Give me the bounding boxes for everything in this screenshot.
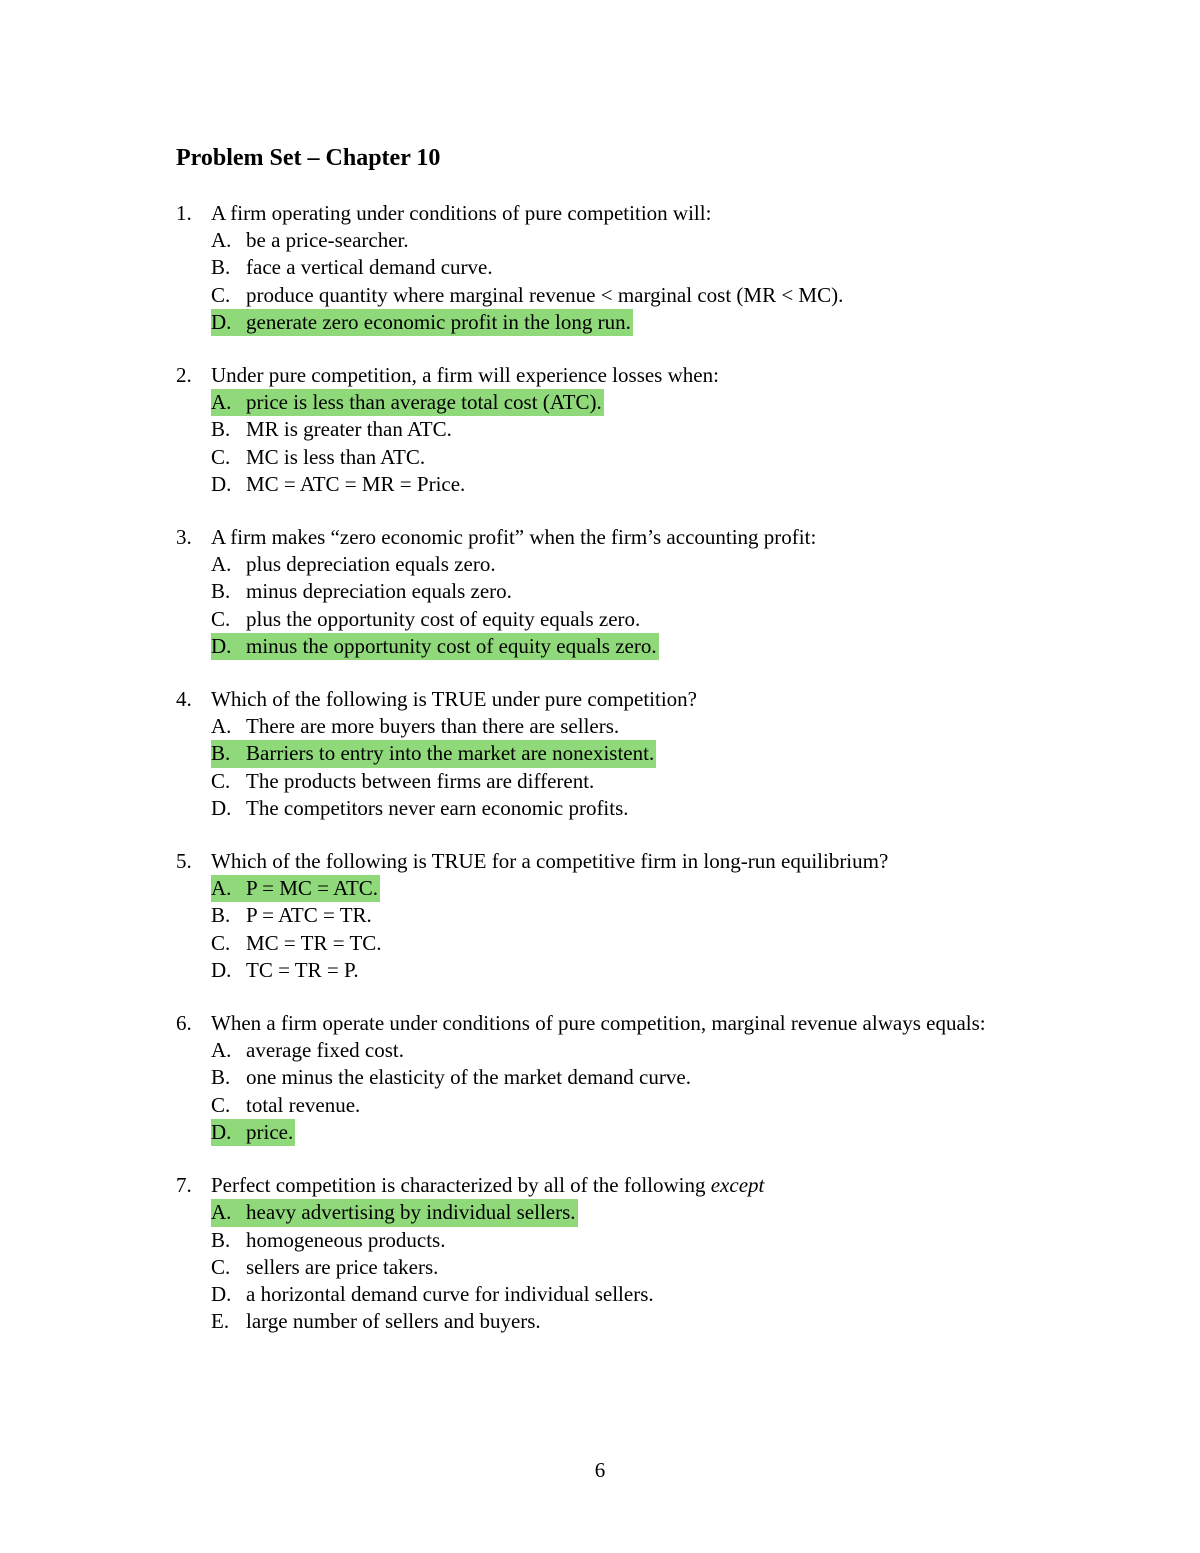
option-text: heavy advertising by individual sellers. — [246, 1200, 576, 1225]
question-text — [211, 362, 1036, 389]
question-list — [176, 200, 1036, 1361]
option-letter: D. — [211, 1281, 232, 1306]
option-text: minus depreciation equals zero. — [246, 579, 512, 604]
option-letter: D. — [211, 795, 232, 820]
page-title: Problem Set – Chapter 10 — [176, 145, 441, 171]
option-body — [211, 930, 384, 957]
option-body — [211, 902, 374, 929]
answer-options — [176, 551, 1036, 660]
option-letter: D. — [211, 309, 232, 334]
question-prompt: Which of the following is TRUE for a competitive firm in long-run equilibrium? — [211, 849, 889, 874]
question-prompt: Under pure competition, a firm will experience losses when: — [211, 363, 719, 388]
option-letter: E. — [211, 1309, 230, 1334]
option-text: large number of sellers and buyers. — [246, 1309, 541, 1334]
option-body — [211, 444, 427, 471]
answer-options — [176, 713, 1036, 822]
option-body — [211, 1254, 440, 1281]
option-text: MC = ATC = MR = Price. — [246, 471, 466, 496]
option-body — [211, 416, 454, 443]
highlighted-answer-option — [211, 633, 1036, 660]
option-body — [211, 1119, 295, 1146]
option-body — [211, 957, 361, 984]
highlighted-answer-option — [211, 740, 1036, 767]
option-body — [211, 740, 656, 767]
question-prompt: A firm makes “zero economic profit” when the firm’s accounting profit: — [211, 525, 817, 550]
question-prompt: Which of the following is TRUE under pure competition? — [211, 687, 698, 712]
answer-option — [211, 254, 1036, 281]
option-letter: B. — [211, 417, 231, 442]
option-letter: C. — [211, 1254, 231, 1279]
option-body — [211, 309, 633, 336]
option-text: P = ATC = TR. — [246, 903, 372, 928]
option-letter: A. — [211, 390, 232, 415]
question-text — [211, 686, 1036, 713]
answer-options — [176, 875, 1036, 984]
option-text: one minus the elasticity of the market demand curve. — [246, 1065, 691, 1090]
answer-option — [211, 713, 1036, 740]
question-2 — [176, 362, 1036, 498]
option-text: sellers are price takers. — [246, 1254, 439, 1279]
question-number: 7. — [176, 1173, 192, 1198]
answer-option — [211, 471, 1036, 498]
option-text: The competitors never earn economic profits. — [246, 795, 629, 820]
option-body — [211, 1092, 362, 1119]
question-number: 3. — [176, 525, 192, 550]
option-text: P = MC = ATC. — [246, 876, 379, 901]
option-body — [211, 1227, 447, 1254]
option-letter: A. — [211, 876, 232, 901]
option-text: total revenue. — [246, 1092, 361, 1117]
option-body — [211, 1199, 578, 1226]
option-text: be a price-searcher. — [246, 228, 409, 253]
question-number: 1. — [176, 201, 192, 225]
question-text — [211, 200, 1036, 227]
option-body — [211, 1037, 406, 1064]
answer-options — [176, 1199, 1036, 1335]
option-letter: C. — [211, 1092, 231, 1117]
answer-option — [211, 1254, 1036, 1281]
option-text: MC = TR = TC. — [246, 930, 382, 955]
highlighted-answer-option — [211, 875, 1036, 902]
answer-option — [211, 227, 1036, 254]
option-text: face a vertical demand curve. — [246, 255, 493, 280]
question-1 — [176, 200, 1036, 336]
option-text: MC is less than ATC. — [246, 444, 426, 469]
option-text: price is less than average total cost (ATC). — [246, 390, 602, 415]
option-body — [211, 471, 467, 498]
option-letter: A. — [211, 714, 232, 739]
question-prompt: A firm operating under conditions of pure competition will: — [211, 201, 712, 225]
option-text: plus the opportunity cost of equity equals zero. — [246, 606, 641, 631]
option-text: The products between firms are different. — [246, 768, 595, 793]
option-letter: C. — [211, 930, 231, 955]
answer-option — [211, 1092, 1036, 1119]
option-body — [211, 713, 621, 740]
question-text — [211, 848, 1036, 875]
option-letter: A. — [211, 228, 232, 253]
answer-option — [211, 957, 1036, 984]
option-letter: B. — [211, 255, 231, 280]
answer-options — [176, 227, 1036, 336]
question-text — [211, 524, 1036, 551]
answer-option — [211, 768, 1036, 795]
question-6 — [176, 1010, 1036, 1146]
answer-option — [211, 795, 1036, 822]
option-body — [211, 606, 642, 633]
option-letter: B. — [211, 579, 231, 604]
option-body — [211, 389, 604, 416]
question-5 — [176, 848, 1036, 984]
option-body — [211, 282, 845, 309]
highlighted-answer-option — [211, 1119, 1036, 1146]
answer-options — [176, 389, 1036, 498]
option-body — [211, 254, 495, 281]
option-text: produce quantity where marginal revenue < marginal cost (MR < MC). — [246, 282, 844, 307]
option-text: homogeneous products. — [246, 1227, 446, 1252]
option-text: a horizontal demand curve for individual sellers. — [246, 1281, 654, 1306]
question-4 — [176, 686, 1036, 822]
question-7 — [176, 1172, 1036, 1335]
answer-option — [211, 1281, 1036, 1308]
question-prompt: Perfect competition is characterized by all of the following — [211, 1173, 706, 1198]
option-letter: D. — [211, 471, 232, 496]
answer-option — [211, 606, 1036, 633]
answer-option — [211, 902, 1036, 929]
option-text: minus the opportunity cost of equity equals zero. — [246, 633, 657, 658]
answer-option — [211, 551, 1036, 578]
highlighted-answer-option — [211, 309, 1036, 336]
option-text: MR is greater than ATC. — [246, 417, 452, 442]
question-3 — [176, 524, 1036, 660]
question-number: 6. — [176, 1011, 192, 1036]
option-text: plus depreciation equals zero. — [246, 552, 496, 577]
question-prompt-emphasis: except — [710, 1173, 765, 1198]
option-text: Barriers to entry into the market are nonexistent. — [246, 741, 655, 766]
answer-option — [211, 282, 1036, 309]
option-letter: A. — [211, 552, 232, 577]
answer-option — [211, 444, 1036, 471]
option-letter: C. — [211, 282, 231, 307]
option-letter: C. — [211, 606, 231, 631]
option-text: price. — [246, 1119, 294, 1144]
option-letter: B. — [211, 1065, 231, 1090]
answer-option — [211, 1308, 1036, 1335]
option-text: There are more buyers than there are sellers. — [246, 714, 620, 739]
option-letter: C. — [211, 768, 231, 793]
highlighted-answer-option — [211, 389, 1036, 416]
option-letter: D. — [211, 633, 232, 658]
option-body — [211, 1308, 543, 1335]
answer-option — [211, 1037, 1036, 1064]
answer-option — [211, 416, 1036, 443]
option-letter: B. — [211, 1227, 231, 1252]
option-body — [211, 795, 631, 822]
answer-options — [176, 1037, 1036, 1146]
option-body — [211, 1281, 656, 1308]
option-letter: D. — [211, 1119, 232, 1144]
question-number: 2. — [176, 363, 192, 388]
option-body — [211, 227, 411, 254]
option-letter: C. — [211, 444, 231, 469]
highlighted-answer-option — [211, 1199, 1036, 1226]
question-prompt: When a firm operate under conditions of pure competition, marginal revenue always equals: — [211, 1011, 986, 1036]
answer-option — [211, 1227, 1036, 1254]
option-text: average fixed cost. — [246, 1038, 405, 1063]
option-body — [211, 578, 514, 605]
option-text: TC = TR = P. — [246, 957, 359, 982]
option-body — [211, 768, 596, 795]
option-letter: B. — [211, 903, 231, 928]
answer-option — [211, 578, 1036, 605]
answer-option — [211, 930, 1036, 957]
question-text — [211, 1172, 1036, 1199]
option-letter: B. — [211, 741, 231, 766]
question-text — [211, 1010, 1036, 1037]
option-letter: A. — [211, 1038, 232, 1063]
page-number: 6 — [594, 1458, 606, 1482]
question-number: 5. — [176, 849, 192, 874]
option-letter: A. — [211, 1200, 232, 1225]
answer-option — [211, 1064, 1036, 1091]
option-body — [211, 551, 498, 578]
question-number: 4. — [176, 687, 192, 712]
option-body — [211, 1064, 693, 1091]
option-body — [211, 875, 380, 902]
option-letter: D. — [211, 957, 232, 982]
option-text: generate zero economic profit in the long run. — [246, 309, 631, 334]
option-body — [211, 633, 659, 660]
